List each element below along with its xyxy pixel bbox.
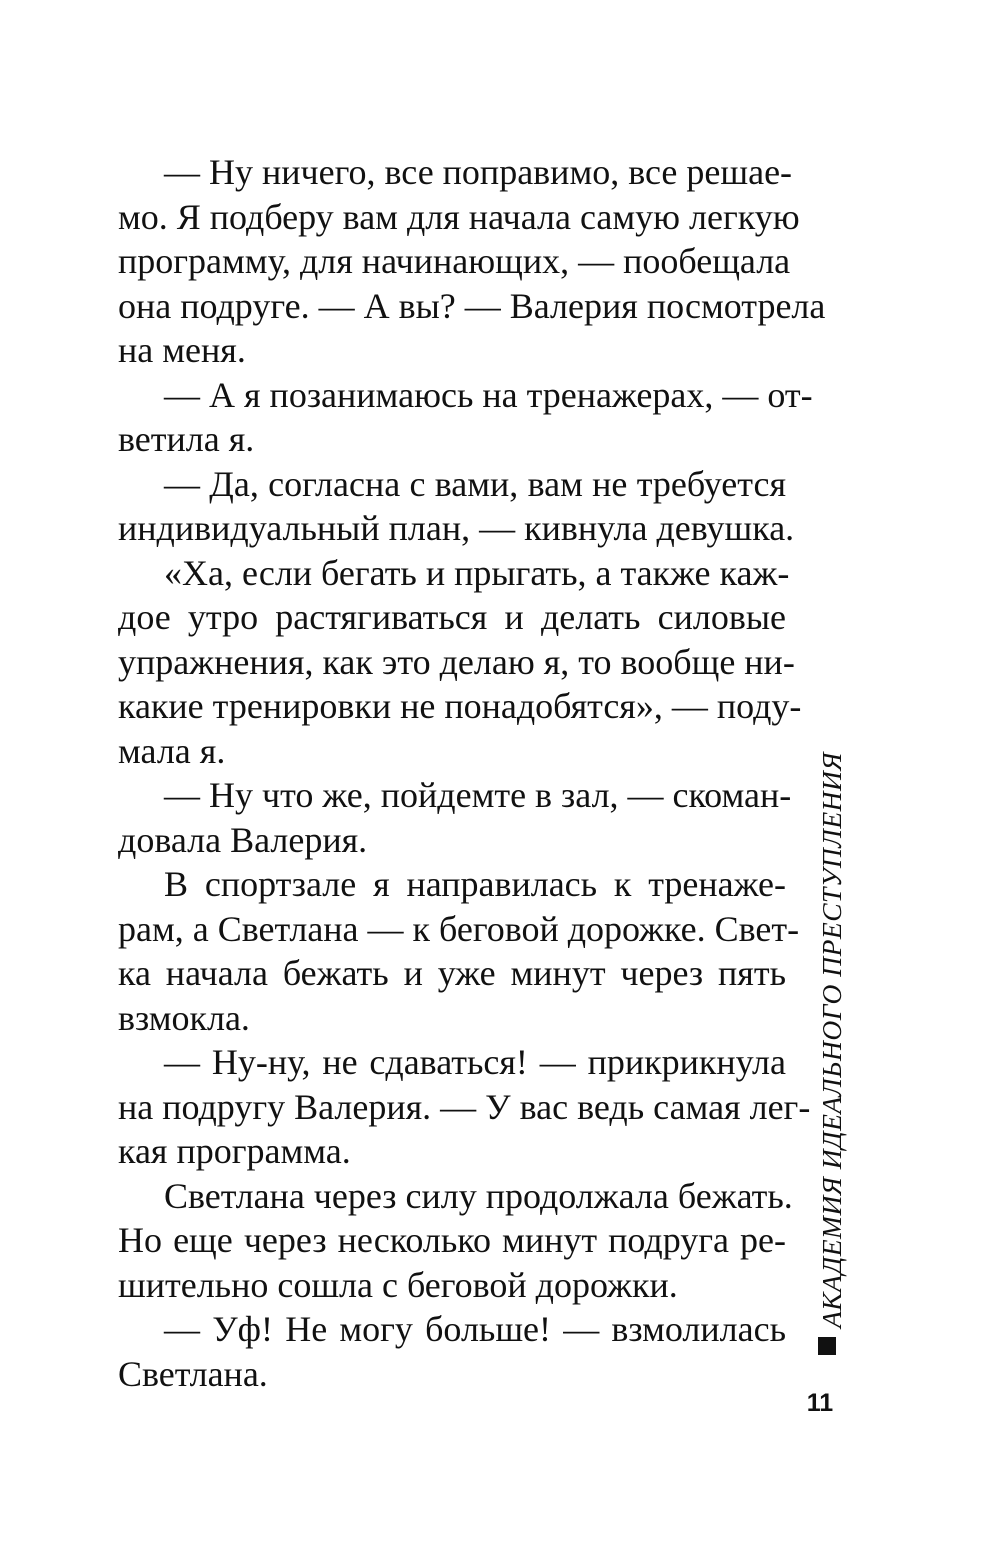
text-line: ка начала бежать и уже минут через пять bbox=[118, 953, 786, 993]
text-line: ветила я. bbox=[118, 419, 255, 459]
text-line: дое утро растягиваться и делать силовые bbox=[118, 597, 786, 637]
square-marker-icon bbox=[818, 1337, 836, 1355]
text-line: Светлана. bbox=[118, 1353, 268, 1394]
text-line: — Ну что же, пойдемте в зал, — скоман- bbox=[164, 775, 792, 815]
text-line: взмокла. bbox=[118, 997, 250, 1038]
text-line: какие тренировки не понадобятся», — поду- bbox=[118, 686, 802, 726]
text-line: довала Валерия. bbox=[118, 819, 368, 860]
text-line: «Ха, если бегать и прыгать, а также каж- bbox=[164, 552, 790, 593]
text-line: — Ну ничего, все поправимо, все решае- bbox=[164, 152, 793, 192]
text-line: на подругу Валерия. — У вас ведь самая лег- bbox=[118, 1086, 811, 1127]
text-line: — Ну-ну, не сдаваться! — прикрикнула bbox=[164, 1042, 786, 1082]
text-line: кая программа. bbox=[118, 1131, 351, 1171]
text-line: шительно сошла с беговой дорожки. bbox=[118, 1264, 678, 1305]
text-line: Но еще через несколько минут подруга ре- bbox=[118, 1220, 786, 1260]
text-line: она подруге. — А вы? — Валерия посмотрела bbox=[118, 285, 826, 326]
text-line: упражнения, как это делаю я, то вообще ни- bbox=[118, 641, 795, 682]
running-title: АКАДЕМИЯ ИДЕАЛЬНОГО ПРЕСТУПЛЕНИЯ bbox=[816, 752, 847, 1328]
page-number: 11 bbox=[806, 1389, 834, 1417]
text-line: — А я позанимаюсь на тренажерах, — от- bbox=[164, 374, 813, 415]
text-line: рам, а Светлана — к беговой дорожке. Свет- bbox=[118, 908, 800, 949]
text-line: мо. Я подберу вам для начала самую легкую bbox=[118, 196, 800, 237]
text-line: Светлана через силу продолжала бежать. bbox=[164, 1175, 793, 1216]
text-line: — Да, согласна с вами, вам не требуется bbox=[164, 463, 786, 504]
text-line: мала я. bbox=[118, 730, 226, 771]
text-line: на меня. bbox=[118, 330, 246, 370]
text-line: В спортзале я направилась к тренаже- bbox=[164, 864, 786, 904]
text-line: индивидуальный план, — кивнула девушка. bbox=[118, 508, 795, 548]
text-line: программу, для начинающих, — пообещала bbox=[118, 241, 791, 281]
body-text bbox=[118, 150, 826, 1396]
text-line: — Уф! Не могу больше! — взмолилась bbox=[164, 1309, 786, 1349]
